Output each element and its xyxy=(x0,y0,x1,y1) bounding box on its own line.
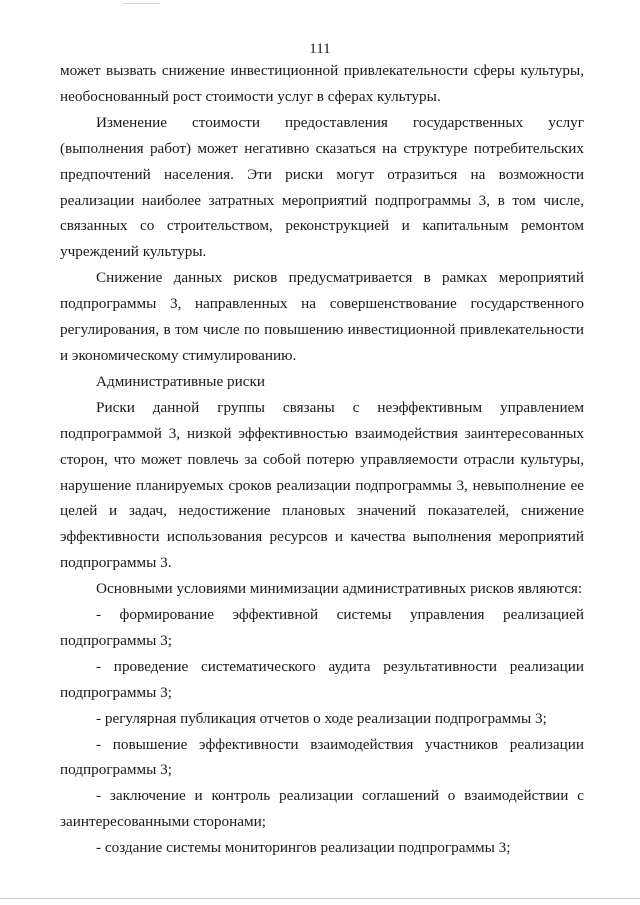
paragraph-administrative-risks: Риски данной группы связаны с неэффективным управлением подпрограммой 3, низкой эффективностью взаимодействия заинтересованных сторон, что может повлечь за собой потерю управляемости отрасли культуры, нарушение планируемых сроков реализации подпрограммы 3, невыполнение ее целей и задач, недостижение плановых значений показателей, снижение эффективности использования ресурсов и качества выполнения мероприятий подпрограммы 3. xyxy=(60,398,584,572)
page-number: 111 xyxy=(309,41,331,57)
list-item: - формирование эффективной системы управления реализацией подпрограммы 3; xyxy=(60,606,584,649)
list-item: - проведение систематического аудита результативности реализации подпрограммы 3; xyxy=(60,657,584,701)
list-item: - регулярная публикация отчетов о ходе реализации подпрограммы 3; xyxy=(96,709,547,727)
paragraph-risk-reduction: Снижение данных рисков предусматривается в рамках мероприятий подпрограммы 3, направленных на совершенствование государственного регулирования, в том числе по повышению инвестиционной привлекательности и экономическому стимулированию. xyxy=(60,269,584,364)
body-text xyxy=(60,58,584,861)
list-item: - создание системы мониторингов реализации подпрограммы 3; xyxy=(96,839,511,857)
list-item: - повышение эффективности взаимодействия участников реализации подпрограммы 3; xyxy=(60,735,584,779)
paragraph-continuation: может вызвать снижение инвестиционной привлекательности сферы культуры, необоснованный рост стоимости услуг в сферах культуры. xyxy=(60,62,584,105)
paragraph-conditions-intro: Основными условиями минимизации административных рисков являются: xyxy=(96,580,583,598)
scan-artifact-top xyxy=(122,3,160,4)
paragraph-cost-change: Изменение стоимости предоставления государственных услуг (выполнения работ) может негативно сказаться на структуре потребительских предпочтений населения. Эти риски могут отразиться на возможности реализации наиболее затратных мероприятий подпрограммы 3, в том числе, связанных со строительством, реконструкцией и капитальным ремонтом учреждений культуры. xyxy=(60,113,584,261)
scan-artifact-bottom xyxy=(0,898,640,899)
list-item: - заключение и контроль реализации соглашений о взаимодействии с заинтересованными сторонами; xyxy=(60,787,584,831)
section-heading-administrative-risks: Административные риски xyxy=(96,372,265,390)
